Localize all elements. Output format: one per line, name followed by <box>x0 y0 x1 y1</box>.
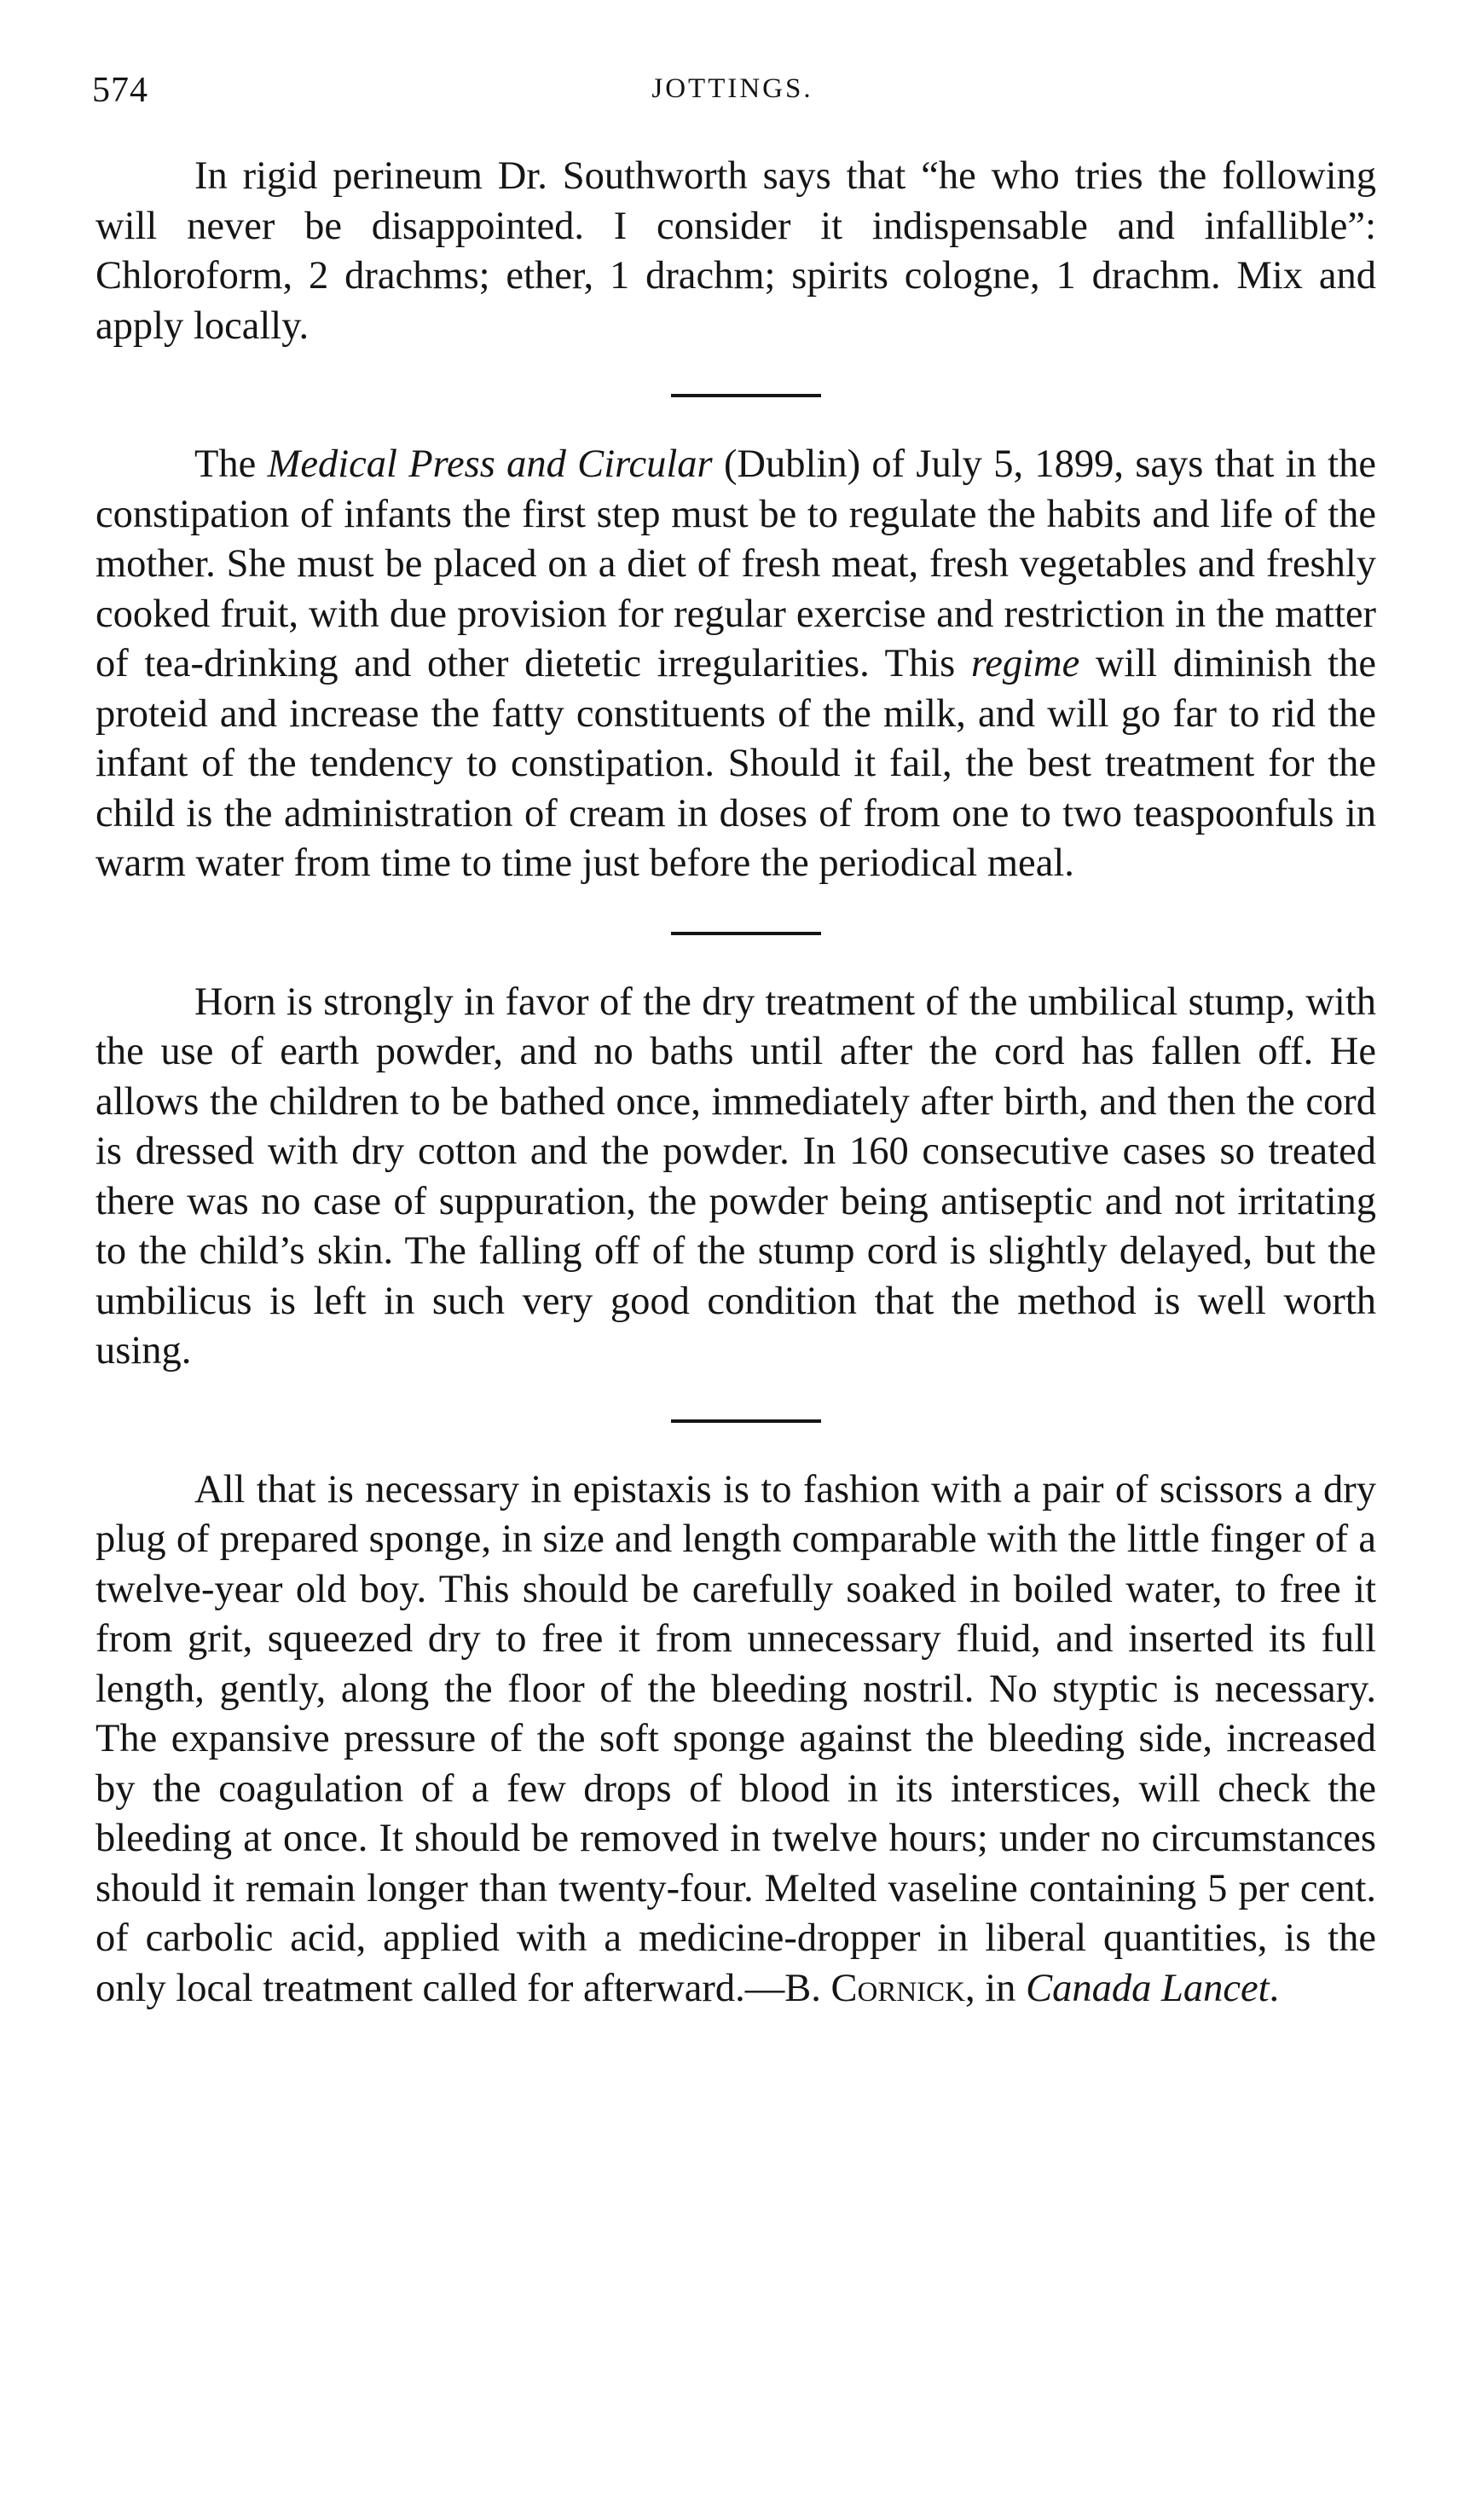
running-title: JOTTINGS. <box>651 73 813 104</box>
running-head <box>80 70 1385 121</box>
paragraph-lead: The <box>194 442 268 486</box>
paragraph-epistaxis <box>95 1465 1376 2014</box>
section-divider <box>671 932 821 935</box>
attribution-end: . <box>1269 1966 1280 2010</box>
attribution-dash: — <box>744 1966 785 2010</box>
section-divider <box>671 1419 821 1423</box>
paragraph-tail: will diminish the proteid and increase the fatty constituents of the milk, and will go far to rid the infant of the tendency to constipation. Should it fail, the best treatment for the child is the administration of cream in doses of from one to two teaspoonfuls in warm water from time to time just before the periodical meal. <box>95 642 1376 885</box>
paragraph-text: All that is necessary in epistaxis is to fashion with a pair of scissors a dry plug of prepared sponge, in size and length comparable with the little finger of a twelve-year old boy. This should be carefully soaked in boiled water, to free it from grit, squeezed dry to free it from unnecessary fluid, and inserted its full length, gently, along the floor of the bleeding nostril. No styptic is necessary. The expansive pressure of the soft sponge against the bleeding side, increased by the coagulation of a few drops of blood in its interstices, will check the bleeding at once. It should be removed in twelve hours; under no circumstances should it remain longer than twenty-four. Melted vaseline containing 5 per cent. of carbolic acid, applied with a medicine-dropper in liberal quantities, is the only local treatment called for afterward. <box>95 1467 1376 2010</box>
journal-title: Medical Press and Circular <box>267 442 713 486</box>
source-journal: Canada Lancet <box>1026 1966 1270 2010</box>
paragraph-middle: (Dublin) of July 5, 1899, says that in the constipation of infants the first step must be to regulate the habits and life of the mother. She must be placed on a diet of fresh meat, fresh vegetables and freshly cooked fruit, with due provision for regular exercise and restriction in the matter of tea-drinking and other dietetic irregularities. This <box>95 442 1376 685</box>
paragraph-umbilical-stump: Horn is strongly in favor of the dry treatment of the umbilical stump, with the use of earth powder, and no baths until after the cord has fallen off. He allows the children to be bathed once, immediately after birth, and then the cord is dressed with dry cotton and the powder. In 160 consecutive cases so treated there was no case of suppuration, the powder being antiseptic and not irritating to the child’s skin. The falling off of the stump cord is slightly delayed, but the umbilicus is left in such very good condition that the method is well worth using. <box>95 980 1376 1373</box>
paragraph-rigid-perineum: In rigid perineum Dr. Southworth says that “he who tries the following will never be disappointed. I consider it indispensable and infallible”: Chloroform, 2 drachms; ether, 1 drachm; spirits cologne, 1 drachm. Mix and apply locally. <box>95 154 1376 348</box>
italic-term: regime <box>970 642 1080 685</box>
paragraph-constipation-infants <box>95 440 1376 889</box>
page-body <box>95 152 1376 2014</box>
page-number: 574 <box>92 71 148 110</box>
attribution-joiner: , in <box>965 1966 1027 2010</box>
section-divider <box>671 394 821 397</box>
author-name: B. Cornick <box>784 1966 966 2010</box>
